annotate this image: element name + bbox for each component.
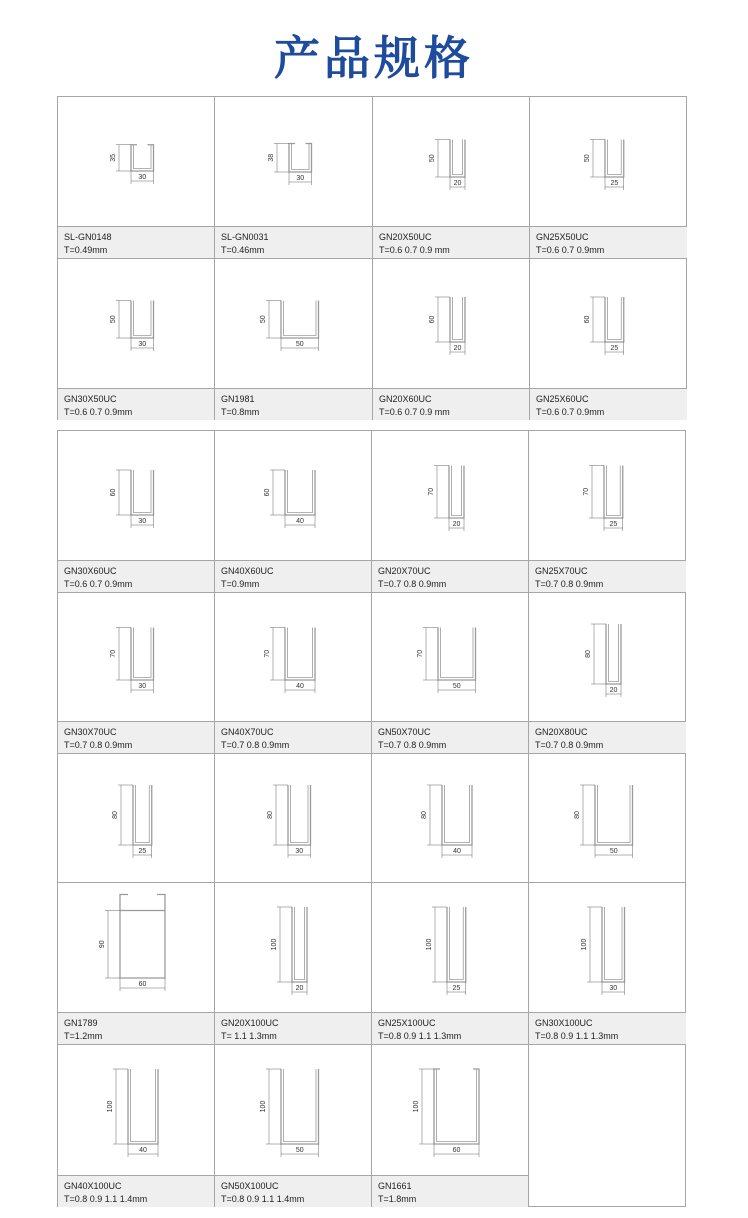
- model-number: SL-GN0148: [64, 232, 112, 242]
- profile-drawing: [267, 785, 311, 858]
- spec-label: [529, 1012, 686, 1044]
- height-label: 70: [583, 487, 590, 496]
- height-label: 70: [264, 649, 271, 658]
- model-number: GN30X60UC: [64, 566, 117, 576]
- profile-inner-wall: [292, 144, 310, 170]
- spec-label: [372, 560, 528, 592]
- thickness-spec: T=1.8mm: [378, 1194, 417, 1204]
- profile-svg: [529, 431, 686, 561]
- profile-inner-wall: [288, 628, 313, 678]
- profile-drawing: [260, 301, 319, 352]
- width-label: 30: [138, 174, 147, 181]
- height-label: 100: [581, 938, 588, 951]
- profile-drawing-area: [58, 259, 214, 388]
- profile-inner-wall: [453, 297, 463, 340]
- spec-cell: [215, 431, 372, 593]
- thickness-spec: T=0.8 0.9 1.1 1.3mm: [378, 1031, 462, 1041]
- profile-drawing: [260, 1069, 319, 1157]
- height-label: 70: [110, 649, 117, 658]
- thickness-spec: T=0.8 0.9 1.1 1.4mm: [64, 1194, 148, 1204]
- profile-drawing-area: [372, 883, 528, 1013]
- profile-drawing-area: [58, 1045, 214, 1175]
- width-label: 60: [452, 1147, 461, 1154]
- spec-cell: [58, 259, 215, 420]
- profile-svg: [215, 754, 372, 883]
- profile-drawing-area: [215, 259, 372, 388]
- spec-cell: [529, 754, 686, 883]
- width-label: 20: [453, 345, 462, 352]
- profile-outline: [285, 628, 315, 681]
- spec-label: [215, 388, 372, 420]
- height-label: 38: [268, 153, 275, 162]
- spec-cell: [529, 593, 686, 754]
- profile-drawing-area: [58, 593, 214, 722]
- model-number: GN25X100UC: [378, 1018, 436, 1028]
- profile-drawing-area: [372, 431, 528, 561]
- spec-cell: [58, 883, 215, 1045]
- width-label: 25: [610, 345, 619, 352]
- profile-svg: [215, 883, 372, 1013]
- profile-inner-wall: [136, 785, 150, 843]
- profile-drawing: [99, 895, 165, 992]
- width-label: 30: [609, 985, 618, 992]
- profile-drawing: [413, 1069, 479, 1157]
- profile-inner-wall: [437, 1069, 477, 1142]
- profile-inner-wall: [609, 624, 619, 682]
- profile-drawing-area: [215, 1045, 371, 1175]
- model-number: GN20X80UC: [535, 727, 588, 737]
- spec-label: [58, 226, 214, 258]
- profile-inner-wall: [607, 466, 621, 516]
- spec-label: [529, 721, 686, 753]
- thickness-spec: T=0.6 0.7 0.9 mm: [379, 245, 450, 255]
- model-number: SL-GN0031: [221, 232, 269, 242]
- model-number: GN30X100UC: [535, 1018, 593, 1028]
- profile-drawing-area: [215, 883, 371, 1013]
- page-title: 产品规格: [274, 31, 474, 85]
- width-label: 30: [138, 518, 147, 525]
- profile-svg: [529, 1045, 686, 1207]
- profile-outline: [281, 301, 319, 339]
- profile-inner-wall: [445, 785, 470, 843]
- height-label: 80: [267, 811, 274, 819]
- height-label: 50: [429, 154, 436, 163]
- spec-label: [373, 226, 529, 258]
- profile-drawing-area: [215, 593, 371, 722]
- profile-svg: [373, 259, 530, 388]
- height-label: 80: [585, 650, 592, 658]
- spec-cell: [373, 259, 530, 420]
- spec-cell: [215, 1045, 372, 1207]
- thickness-spec: T=0.8 0.9 1.1 1.3mm: [535, 1031, 619, 1041]
- width-label: 20: [609, 687, 618, 694]
- profile-inner-wall: [134, 145, 152, 169]
- profile-drawing: [264, 628, 315, 694]
- width-label: 50: [295, 341, 304, 348]
- profile-inner-wall: [134, 470, 152, 513]
- thickness-spec: T= 1.1 1.3mm: [221, 1031, 277, 1041]
- profile-drawing-area: [373, 97, 529, 227]
- profile-drawing: [421, 785, 472, 858]
- profile-outline: [131, 301, 154, 339]
- height-label: 70: [417, 649, 424, 658]
- thickness-spec: T=0.7 0.8 0.9mm: [221, 740, 290, 750]
- profile-outline: [120, 895, 165, 979]
- profile-inner-wall: [450, 907, 464, 980]
- profile-inner-wall: [288, 470, 313, 513]
- profile-inner-wall: [284, 1069, 317, 1142]
- width-label: 50: [295, 1147, 304, 1154]
- profile-outline: [131, 145, 154, 171]
- thickness-spec: T=0.7 0.8 0.9mm: [378, 579, 447, 589]
- model-number: GN20X100UC: [221, 1018, 279, 1028]
- spec-cell: [529, 431, 686, 593]
- spec-label: [215, 1175, 371, 1207]
- profile-outline: [285, 470, 315, 515]
- width-label: 25: [610, 180, 619, 187]
- spec-cell: [58, 754, 215, 883]
- profile-drawing-area: [529, 431, 686, 561]
- profile-drawing: [583, 466, 623, 532]
- profile-inner-wall: [284, 301, 317, 336]
- profile-svg: [372, 754, 529, 883]
- spec-label: [530, 226, 687, 258]
- thickness-spec: T=0.8mm: [221, 407, 260, 417]
- spec-label: [373, 388, 529, 420]
- thickness-spec: T=0.46mm: [221, 245, 265, 255]
- spec-label: [372, 1012, 528, 1044]
- profile-svg: [58, 883, 215, 1013]
- spec-cell: [58, 1045, 215, 1207]
- thickness-spec: T=1.2mm: [64, 1031, 103, 1041]
- profile-drawing-area: [58, 97, 214, 227]
- height-label: 100: [426, 938, 433, 951]
- height-label: 50: [110, 315, 117, 324]
- height-label: 90: [99, 940, 106, 949]
- profile-svg: [529, 754, 686, 883]
- spec-cell: [372, 754, 529, 883]
- spec-cell: [215, 259, 373, 420]
- width-label: 50: [609, 848, 618, 855]
- thickness-spec: T=0.6 0.7 0.9mm: [536, 407, 605, 417]
- model-number: GN40X100UC: [64, 1181, 122, 1191]
- thickness-spec: T=0.7 0.8 0.9mm: [378, 740, 447, 750]
- profile-svg: [530, 97, 687, 227]
- model-number: GN30X50UC: [64, 394, 117, 404]
- spec-label: [372, 1175, 528, 1207]
- width-label: 30: [295, 848, 304, 855]
- profile-drawing: [110, 301, 154, 352]
- profile-inner-wall: [608, 140, 622, 175]
- spec-cell: [215, 593, 372, 754]
- thickness-spec: T=0.6 0.7 0.9mm: [64, 579, 133, 589]
- spec-cell: [372, 593, 529, 754]
- model-number: GN25X70UC: [535, 566, 588, 576]
- spec-label: [58, 1012, 214, 1044]
- height-label: 60: [264, 488, 271, 497]
- profile-outline: [131, 470, 154, 515]
- profile-outline: [128, 1069, 158, 1144]
- spec-label: [529, 560, 686, 592]
- profile-drawing: [581, 907, 625, 995]
- profile-drawing: [584, 297, 624, 355]
- spec-cell: [58, 431, 215, 593]
- profile-drawing-area: [373, 259, 529, 388]
- height-label: 60: [584, 315, 591, 324]
- spec-label: [58, 721, 214, 753]
- model-number: GN20X70UC: [378, 566, 431, 576]
- spec-label: [215, 226, 372, 258]
- thickness-spec: T=0.6 0.7 0.9mm: [64, 407, 133, 417]
- spec-label: [58, 560, 214, 592]
- profile-drawing-area: [372, 1045, 528, 1175]
- profile-drawing: [268, 144, 312, 186]
- height-label: 60: [429, 315, 436, 324]
- model-number: GN20X60UC: [379, 394, 432, 404]
- profile-drawing-area: [215, 754, 371, 883]
- profile-svg: [215, 97, 373, 227]
- thickness-spec: T=0.49mm: [64, 245, 108, 255]
- profile-svg: [372, 1045, 529, 1175]
- profile-drawing-area: [372, 593, 528, 722]
- profile-drawing: [574, 785, 633, 858]
- profile-svg: [58, 259, 215, 388]
- width-label: 40: [139, 1147, 147, 1154]
- width-label: 20: [452, 521, 461, 528]
- width-label: 40: [296, 683, 304, 690]
- thickness-spec: T=0.7 0.8 0.9mm: [535, 740, 604, 750]
- spec-label: [58, 388, 214, 420]
- spec-cell: [372, 883, 529, 1045]
- profile-drawing: [110, 628, 154, 694]
- profile-drawing-area: [529, 1045, 686, 1207]
- height-label: 80: [574, 811, 581, 819]
- profile-outline: [595, 785, 633, 845]
- width-label: 40: [453, 848, 461, 855]
- profile-drawing-area: [58, 754, 214, 883]
- height-label: 100: [260, 1100, 267, 1113]
- profile-drawing: [107, 1069, 158, 1157]
- profile-drawing-area: [372, 754, 528, 883]
- height-label: 100: [413, 1100, 420, 1113]
- spec-label: [58, 1175, 214, 1207]
- spec-cell: [529, 883, 686, 1045]
- profile-drawing-area: [530, 97, 687, 227]
- width-label: 20: [295, 985, 304, 992]
- spec-label: [372, 721, 528, 753]
- profile-drawing: [429, 297, 465, 355]
- model-number: GN25X60UC: [536, 394, 589, 404]
- profile-drawing: [110, 470, 154, 528]
- height-label: 60: [110, 488, 117, 497]
- spec-label: [215, 1012, 371, 1044]
- profile-svg: [58, 593, 215, 722]
- spec-cell: [58, 593, 215, 754]
- profile-drawing-area: [529, 883, 686, 1013]
- profile-svg: [372, 593, 529, 722]
- spec-cell: [215, 754, 372, 883]
- height-label: 50: [260, 315, 267, 324]
- thickness-spec: T=0.7 0.8 0.9mm: [535, 579, 604, 589]
- height-label: 80: [421, 811, 428, 819]
- spec-label: [215, 721, 371, 753]
- model-number: GN20X50UC: [379, 232, 432, 242]
- profile-svg: [215, 259, 373, 388]
- thickness-spec: T=0.7 0.8 0.9mm: [64, 740, 133, 750]
- model-number: GN1661: [378, 1181, 412, 1191]
- width-label: 60: [138, 981, 147, 988]
- profile-outline: [281, 1069, 319, 1144]
- profile-drawing-area: [215, 431, 371, 561]
- height-label: 50: [584, 154, 591, 163]
- thickness-spec: T=0.9mm: [221, 579, 260, 589]
- profile-drawing: [428, 466, 464, 532]
- model-number: GN50X100UC: [221, 1181, 279, 1191]
- thickness-spec: T=0.6 0.7 0.9mm: [536, 245, 605, 255]
- profile-outline: [442, 785, 472, 845]
- width-label: 40: [296, 518, 304, 525]
- profile-outline: [438, 628, 476, 681]
- profile-drawing-area: [58, 883, 214, 1013]
- profile-drawing: [426, 907, 466, 995]
- model-number: GN25X50UC: [536, 232, 589, 242]
- profile-inner-wall: [608, 297, 622, 340]
- profile-outline: [288, 785, 311, 845]
- width-label: 30: [138, 341, 147, 348]
- profile-svg: [58, 1045, 215, 1175]
- width-label: 20: [453, 180, 462, 187]
- profile-svg: [372, 431, 529, 561]
- thickness-spec: T=0.8 0.9 1.1 1.4mm: [221, 1194, 305, 1204]
- model-number: GN50X70UC: [378, 727, 431, 737]
- model-number: GN40X60UC: [221, 566, 274, 576]
- profile-svg: [215, 593, 372, 722]
- height-label: 80: [112, 811, 119, 819]
- width-label: 30: [296, 175, 305, 182]
- profile-inner-wall: [131, 1069, 156, 1142]
- profile-svg: [529, 883, 686, 1013]
- profile-inner-wall: [134, 628, 152, 678]
- width-label: 30: [138, 683, 147, 690]
- spec-cell: [373, 97, 530, 259]
- profile-drawing-area: [530, 259, 687, 388]
- height-label: 70: [428, 487, 435, 496]
- profile-drawing: [112, 785, 152, 858]
- spec-cell: [530, 97, 687, 259]
- spec-cell: [529, 1045, 686, 1207]
- profile-inner-wall: [605, 907, 623, 980]
- spec-cell: [372, 431, 529, 593]
- height-label: 100: [271, 938, 278, 951]
- profile-svg: [530, 259, 687, 388]
- profile-drawing: [264, 470, 315, 528]
- width-label: 25: [138, 848, 147, 855]
- profile-inner-wall: [441, 628, 474, 678]
- profile-inner-wall: [452, 466, 462, 516]
- profile-drawing: [585, 624, 621, 697]
- height-label: 100: [107, 1100, 114, 1113]
- width-label: 50: [452, 683, 461, 690]
- profile-inner-wall: [291, 785, 309, 843]
- spec-label: [530, 388, 687, 420]
- profile-drawing: [271, 907, 307, 995]
- spec-label: [215, 560, 371, 592]
- spec-table-lower: [57, 430, 686, 1207]
- profile-drawing: [429, 140, 465, 191]
- profile-svg: [215, 1045, 372, 1175]
- profile-drawing: [417, 628, 476, 694]
- profile-drawing-area: [215, 97, 372, 227]
- spec-cell: [530, 259, 687, 420]
- profile-drawing: [110, 145, 154, 184]
- thickness-spec: T=0.6 0.7 0.9 mm: [379, 407, 450, 417]
- model-number: GN40X70UC: [221, 727, 274, 737]
- height-label: 35: [110, 153, 117, 162]
- model-number: GN1789: [64, 1018, 98, 1028]
- profile-outline: [289, 144, 312, 173]
- profile-inner-wall: [598, 785, 631, 843]
- profile-svg: [529, 593, 686, 722]
- model-number: GN1981: [221, 394, 255, 404]
- profile-svg: [58, 97, 215, 227]
- spec-cell: [215, 97, 373, 259]
- profile-svg: [58, 754, 215, 883]
- profile-svg: [372, 883, 529, 1013]
- spec-table-upper: [57, 96, 687, 420]
- profile-outline: [434, 1069, 479, 1144]
- width-label: 25: [609, 521, 618, 528]
- spec-cell: [215, 883, 372, 1045]
- profile-drawing-area: [529, 593, 686, 722]
- profile-inner-wall: [134, 301, 152, 336]
- profile-svg: [215, 431, 372, 561]
- profile-inner-wall: [453, 140, 463, 175]
- profile-outline: [602, 907, 625, 982]
- model-number: GN30X70UC: [64, 727, 117, 737]
- profile-drawing: [584, 140, 624, 191]
- profile-drawing-area: [58, 431, 214, 561]
- profile-outline: [131, 628, 154, 681]
- spec-cell: [372, 1045, 529, 1207]
- profile-svg: [373, 97, 530, 227]
- profile-svg: [58, 431, 215, 561]
- profile-inner-wall: [295, 907, 305, 980]
- width-label: 25: [452, 985, 461, 992]
- profile-drawing-area: [529, 754, 686, 883]
- spec-cell: [58, 97, 215, 259]
